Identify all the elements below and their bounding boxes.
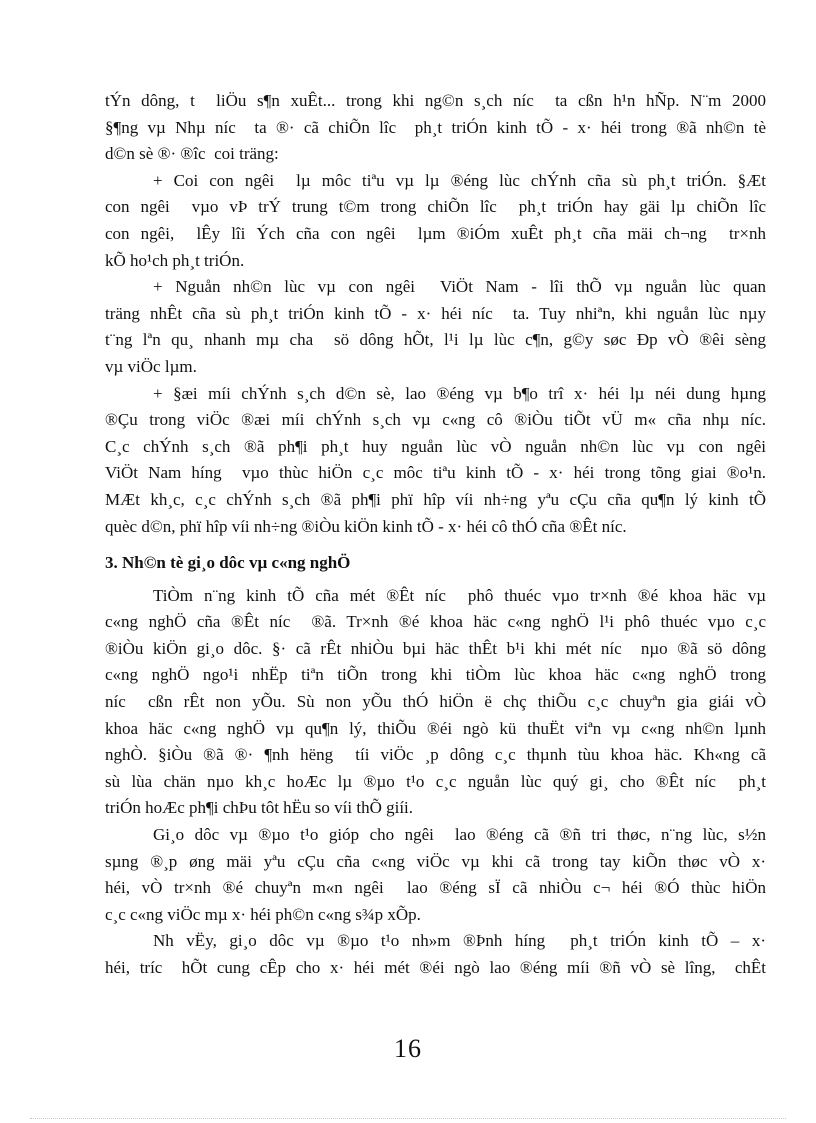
text-line: sµng ®¸p øng mäi yªu cÇu cña c«ng viÖc vµ khi cã trong tay kiÕn thøc vÒ x· <box>105 851 766 871</box>
text-line: C¸c chÝnh s¸ch ®ã ph¶i ph¸t huy nguån lùc vÒ nguån nh©n lùc vµ con ngêi <box>105 436 766 456</box>
text-line: quèc d©n, phï hîp víi nh÷ng ®iÒu kiÖn kinh tÕ - x· héi cô thÓ cña ®Êt níc. <box>105 516 627 536</box>
text-line: c¸c c«ng viÖc mµ x· héi ph©n c«ng s¾p xÕp. <box>105 904 421 924</box>
section-after-heading <box>105 583 766 982</box>
text-line: + Coi con ngêi lµ môc tiªu vµ lµ ®éng lùc chÝnh cña sù ph¸t triÓn. §Æt <box>153 170 766 190</box>
text-line: d©n sè ®· ®îc coi träng: <box>105 144 279 164</box>
text-line: §¶ng vµ Nhµ níc ta ®· cã chiÕn lîc ph¸t triÓn kinh tÕ - x· héi trong ®ã nh©n tè <box>105 117 766 137</box>
text-line: khoa häc c«ng nghÖ vµ qu¶n lý, thiÕu ®éi ngò kü thuËt viªn vµ c«ng nh©n lµnh <box>105 718 766 738</box>
text-line: ViÖt Nam híng vµo thùc hiÖn c¸c môc tiªu kinh tÕ - x· héi trong tõng giai ®o¹n. <box>105 463 766 483</box>
text-line: TiÒm n¨ng kinh tÕ cña mét ®Êt níc phô thuéc vµo tr×nh ®é khoa häc vµ <box>153 585 766 605</box>
text-line: tÝn dông, t liÖu s¶n xuÊt... trong khi ng©n s¸ch níc ta cßn h¹n hÑp. N¨m 2000 <box>105 91 766 110</box>
text-line: Nh vËy, gi¸o dôc vµ ®µo t¹o nh»m ®Þnh híng ph¸t triÓn kinh tÕ – x· <box>153 931 766 951</box>
text-line: c«ng nghÖ ngo¹i nhËp tiªn tiÕn trong khi tiÒm lùc khoa häc c«ng nghÖ trong <box>105 665 766 685</box>
body-text <box>105 88 766 982</box>
text-line: triÓn hoÆc ph¶i chÞu tôt hËu so víi thÕ giíi. <box>105 798 414 818</box>
text-line: héi, vÒ tr×nh ®é chuyªn m«n ngêi lao ®éng sÏ cã nhiÒu c¬ héi ®Ó thùc hiÖn <box>105 878 766 898</box>
text-line: c«ng nghÖ cña ®Êt níc ®ã. Tr×nh ®é khoa häc c«ng nghÖ l¹i phô thuéc vµo c¸c <box>105 612 766 632</box>
footer-dotted-rule <box>30 1118 786 1119</box>
text-line: sù lùa chän nµo kh¸c hoÆc lµ ®µo t¹o c¸c nguån lùc quý gi¸ cho ®Êt níc ph¸t <box>105 771 766 791</box>
text-line: nghÒ. §iÒu ®ã ®· ¶nh hëng tíi viÖc ¸p dông c¸c thµnh tùu khoa häc. Kh«ng cã <box>105 745 766 765</box>
text-line: t¨ng lªn qu¸ nhanh mµ cha sö dông hÕt, l¹i lµ lùc c¶n, g©y søc Ðp vÒ ®êi sèng <box>105 330 766 350</box>
text-line: vµ viÖc lµm. <box>105 356 197 376</box>
text-line: con ngêi vµo vÞ trÝ trung t©m trong chiÕn lîc ph¸t triÓn hay gäi lµ chiÕn lîc <box>105 197 766 217</box>
section-heading: 3. Nh©n tè gi¸o dôc vµ c«ng nghÖ <box>105 553 351 573</box>
text-line: + Nguån nh©n lùc vµ con ngêi ViÖt Nam - lîi thÕ vµ nguån lùc quan <box>153 277 766 297</box>
text-line: níc cßn rÊt non yÕu. Sù non yÕu thÓ hiÖn ë chç thiÕu c¸c chuyªn gia giái vÒ <box>105 692 766 712</box>
text-line: ®iÒu kiÖn gi¸o dôc. §· cã rÊt nhiÒu bµi häc thÊt b¹i khi mét níc nµo ®ã sö dông <box>105 638 766 658</box>
text-line: träng nhÊt cña sù ph¸t triÓn kinh tÕ - x· héi níc ta. Tuy nhiªn, khi nguån lùc nµy <box>105 303 766 323</box>
text-line: con ngêi, lÊy lîi Ých cña con ngêi lµm ®iÓm xuÊt ph¸t cña mäi ch¬ng tr×nh <box>105 223 766 243</box>
text-line: Gi¸o dôc vµ ®µo t¹o gióp cho ngêi lao ®éng cã ®ñ tri thøc, n¨ng lùc, s½n <box>153 825 766 845</box>
section-before-heading <box>105 88 766 540</box>
text-line: + §æi míi chÝnh s¸ch d©n sè, lao ®éng vµ b¶o trî x· héi lµ néi dung hµng <box>153 383 766 403</box>
text-line: héi, tríc hÕt cung cÊp cho x· héi mét ®éi ngò lao ®éng míi ®ñ vÒ sè lîng, chÊt <box>105 958 766 977</box>
text-line: MÆt kh¸c, c¸c chÝnh s¸ch ®ã ph¶i phï hîp víi nh÷ng yªu cÇu cña qu¶n lý kinh tÕ <box>105 489 766 509</box>
page-number: 16 <box>394 1034 422 1063</box>
text-line: ®Çu trong viÖc ®æi míi chÝnh s¸ch vµ c«ng cô ®iÒu tiÕt vÜ m« cña nhµ níc. <box>105 410 766 430</box>
text-line: kÕ ho¹ch ph¸t triÓn. <box>105 250 245 270</box>
